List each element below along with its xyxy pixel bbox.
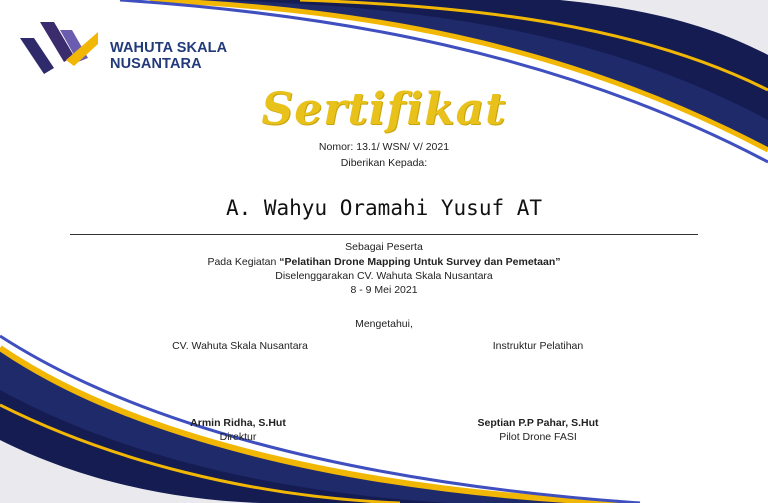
signatory-2-name: Septian P.P Pahar, S.Hut [477,417,599,429]
logo-text [110,40,227,72]
given-to-label: Diberikan Kepada: [340,157,428,169]
name-divider [70,234,698,235]
organizer-text: Diselenggarakan CV. Wahuta Skala Nusantara [275,270,493,282]
logo-line-2: NUSANTARA [110,56,202,72]
signatory-1-position: Direktur [219,431,257,443]
signatory-2-org: Instruktur Pelatihan [492,340,584,352]
role-text: Sebagai Peserta [345,241,423,253]
activity-name: “Pelatihan Drone Mapping Untuk Survey dan Pemetaan” [279,256,561,268]
recipient-name: A. Wahyu Oramahi Yusuf AT [225,196,543,220]
activity-prefix: Pada Kegiatan [207,256,280,268]
logo-mark-icon [20,22,98,74]
signatory-1-name: Armin Ridha, S.Hut [190,417,286,429]
certificate-number: Nomor: 13.1/ WSN/ V/ 2021 [318,141,450,153]
signatory-2-position: Pilot Drone FASI [499,431,577,443]
event-date: 8 - 9 Mei 2021 [350,284,418,296]
logo-line-1: WAHUTA SKALA [110,40,228,56]
certificate-title: Sertifikat [261,84,507,135]
signatory-1-org: CV. Wahuta Skala Nusantara [172,340,308,352]
activity-line [0,256,768,268]
acknowledged-label: Mengetahui, [355,318,413,330]
